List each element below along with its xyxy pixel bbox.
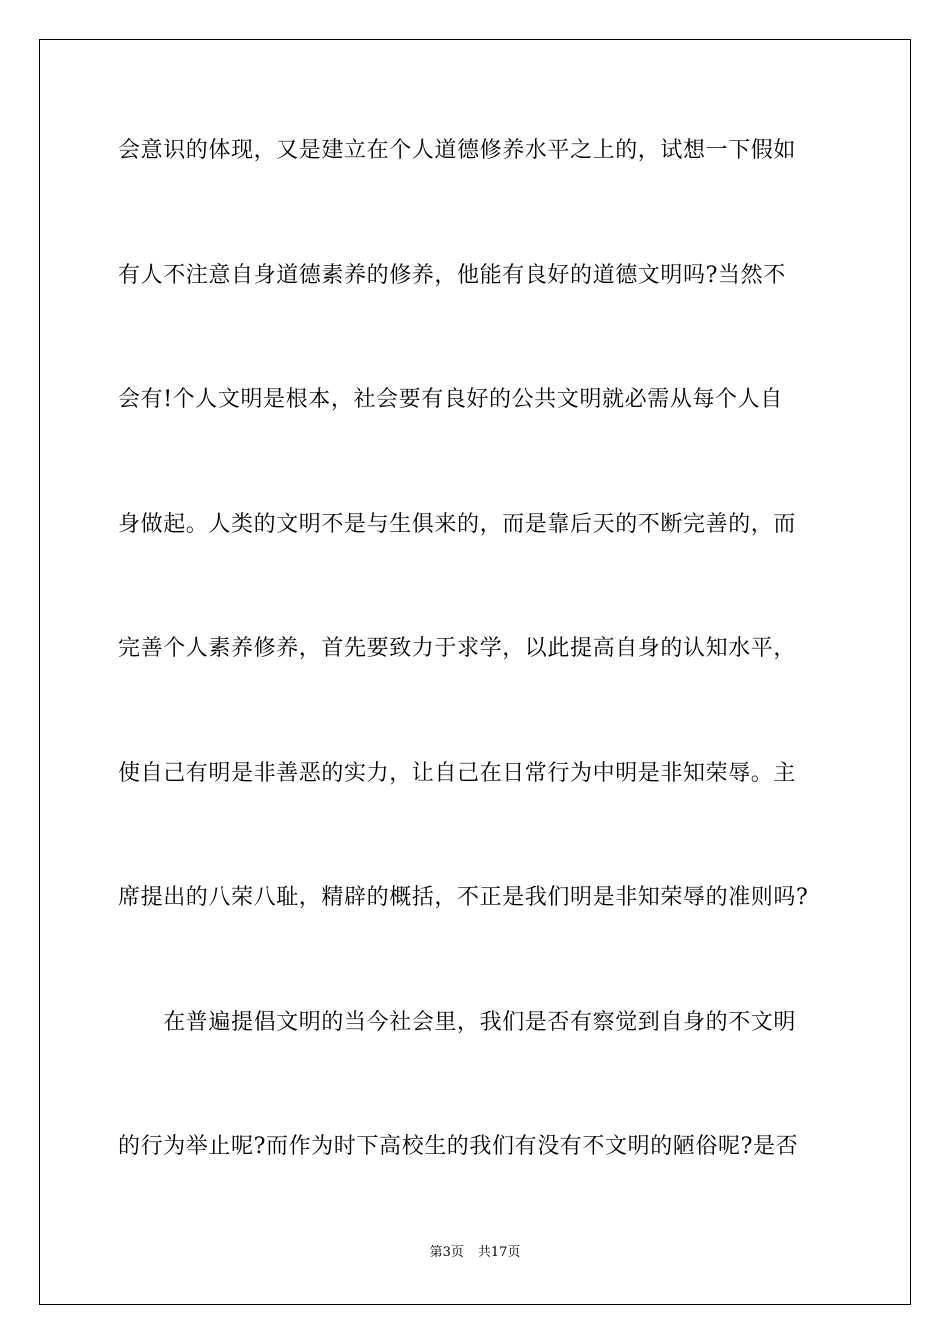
page-footer: [0, 1244, 950, 1262]
page-number: 第3页: [429, 1245, 464, 1260]
text-line-2: 有人不注意自身道德素养的修养，他能有良好的道德文明吗?当然不: [118, 263, 786, 288]
text-line-7: 席提出的八荣八耻，精辟的概括，不正是我们明是非知荣辱的准则吗?: [118, 885, 809, 910]
text-line-1: 会意识的体现，又是建立在个人道德修养水平之上的，试想一下假如: [118, 138, 797, 163]
text-line-6: 使自己有明是非善恶的实力，让自己在日常行为中明是非知荣辱。主: [118, 761, 797, 786]
text-line-4: 身做起。人类的文明不是与生俱来的，而是靠后天的不断完善的，而: [118, 512, 797, 537]
text-line-5: 完善个人素养修养，首先要致力于求学，以此提高自身的认知水平，: [118, 636, 797, 661]
page-border: [39, 39, 911, 1305]
text-line-8: 在普遍提倡文明的当今社会里，我们是否有察觉到自身的不文明: [118, 1010, 797, 1035]
text-line-9: 的行为举止呢?而作为时下高校生的我们有没有不文明的陋俗呢?是否: [118, 1134, 799, 1159]
page-total: 共17页: [477, 1245, 521, 1260]
text-line-3: 会有!个人文明是根本，社会要有良好的公共文明就必需从每个人自: [118, 387, 783, 412]
